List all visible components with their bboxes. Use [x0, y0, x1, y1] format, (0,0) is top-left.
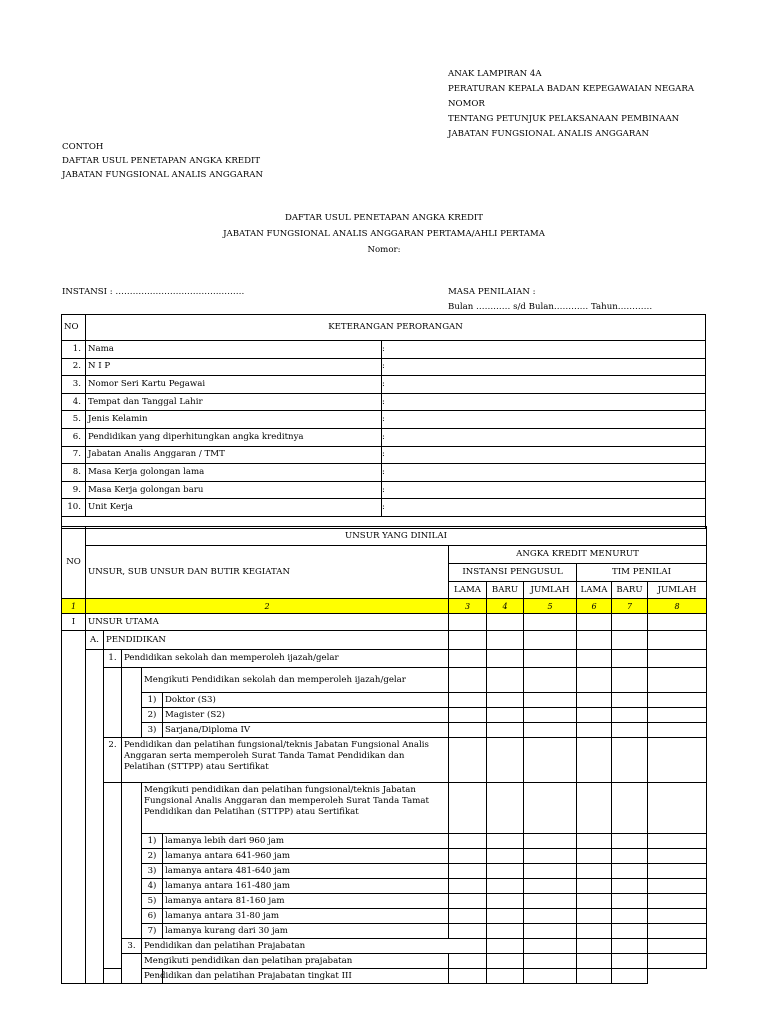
value-cell [524, 849, 577, 864]
sub-unsur-label: PENDIDIKAN [104, 631, 449, 650]
table-row [62, 668, 707, 693]
example-header [62, 140, 263, 182]
col-number: 8 [648, 599, 707, 614]
column-number-row [62, 599, 707, 614]
row-value: : [382, 393, 706, 411]
value-cell [487, 894, 524, 909]
item-number: 3. [122, 939, 142, 954]
value-cell [524, 924, 577, 939]
indent-cell [122, 954, 142, 984]
value-cell [449, 650, 487, 668]
value-cell [449, 783, 487, 834]
value-cell [648, 834, 707, 849]
value-cell [487, 924, 524, 939]
value-cell [524, 879, 577, 894]
table-row [62, 834, 707, 849]
value-cell [487, 864, 524, 879]
document-title [0, 210, 768, 258]
value-cell [612, 708, 648, 723]
item-label: Pendidikan sekolah dan memperoleh ijazah/gelar [122, 650, 449, 668]
value-cell [577, 849, 612, 864]
value-cell [487, 849, 524, 864]
value-cell [577, 708, 612, 723]
row-value: : [382, 376, 706, 394]
sub-item-label: lamanya lebih dari 960 jam [163, 834, 449, 849]
lama-header: LAMA [449, 582, 487, 599]
table-row [62, 924, 707, 939]
sub-item-number: 4) [142, 879, 163, 894]
value-cell [449, 879, 487, 894]
sub-item-label: lamanya antara 481-640 jam [163, 864, 449, 879]
value-cell [487, 650, 524, 668]
item-label: Pendidikan dan pelatihan Prajabatan [142, 939, 487, 954]
row-label: N I P [86, 358, 382, 376]
table-row [62, 376, 706, 394]
value-cell [612, 924, 648, 939]
roman-number: I [62, 614, 86, 631]
value-cell [612, 894, 648, 909]
sub-item-number: 2) [142, 708, 163, 723]
sub-item-label: lamanya kurang dari 30 jam [163, 924, 449, 939]
sub-item-label: lamanya antara 81-160 jam [163, 894, 449, 909]
value-cell [577, 939, 612, 954]
value-cell [577, 631, 612, 650]
col-number: 4 [487, 599, 524, 614]
value-cell [648, 864, 707, 879]
table-row [62, 738, 707, 783]
title-number: Nomor: [367, 245, 401, 255]
value-cell [524, 631, 577, 650]
value-cell [524, 650, 577, 668]
value-cell [612, 650, 648, 668]
col-number: 2 [86, 599, 449, 614]
value-cell [487, 693, 524, 708]
row-number: 5. [62, 411, 86, 429]
value-cell [524, 969, 577, 984]
row-label: Masa Kerja golongan baru [86, 481, 382, 499]
value-cell [612, 909, 648, 924]
value-cell [612, 864, 648, 879]
row-value: : [382, 481, 706, 499]
row-number: 7. [62, 446, 86, 464]
value-cell [648, 708, 707, 723]
table-row [62, 446, 706, 464]
sub-item-number: 2) [142, 849, 163, 864]
period-label: MASA PENILAIAN : [448, 287, 536, 297]
value-cell [487, 614, 524, 631]
value-cell [487, 909, 524, 924]
value-cell [524, 864, 577, 879]
row-number: 3. [62, 376, 86, 394]
col-number: 7 [612, 599, 648, 614]
table-row [62, 411, 706, 429]
row-label: Jabatan Analis Anggaran / TMT [86, 446, 382, 464]
table-row [62, 939, 707, 954]
row-number: 4. [62, 393, 86, 411]
sub-item-label: Pendidikan dan pelatihan Prajabatan tingkat III [142, 969, 163, 984]
assessment-period [448, 285, 652, 315]
indent-cell [122, 668, 142, 738]
row-value: : [382, 499, 706, 517]
value-cell [449, 969, 487, 984]
value-cell [524, 954, 577, 969]
sub-unsur-letter: A. [86, 631, 104, 650]
value-cell [577, 783, 612, 834]
value-cell [449, 864, 487, 879]
header-row [62, 546, 707, 564]
value-cell [449, 668, 487, 693]
row-number: 10. [62, 499, 86, 517]
value-cell [487, 738, 524, 783]
sub-item-label: Sarjana/Diploma IV [163, 723, 449, 738]
value-cell [612, 849, 648, 864]
regulation-line: PERATURAN KEPALA BADAN KEPEGAWAIAN NEGARA [448, 84, 695, 94]
value-cell [577, 834, 612, 849]
value-cell [487, 668, 524, 693]
unsur-utama-label: UNSUR UTAMA [86, 614, 449, 631]
table-row [62, 428, 706, 446]
value-cell [612, 954, 648, 969]
row-number: 1. [62, 341, 86, 359]
row-label: Unit Kerja [86, 499, 382, 517]
attachment-line: ANAK LAMPIRAN 4A [448, 69, 542, 79]
value-cell [449, 834, 487, 849]
jumlah-header: JUMLAH [648, 582, 707, 599]
assessment-table [61, 526, 707, 984]
sub-item-number: 3) [142, 723, 163, 738]
jumlah-header: JUMLAH [524, 582, 577, 599]
sub-item-number: 1) [142, 834, 163, 849]
value-cell [648, 939, 707, 954]
value-cell [524, 614, 577, 631]
table-row [62, 723, 707, 738]
value-cell [577, 909, 612, 924]
value-cell [612, 834, 648, 849]
value-cell [648, 909, 707, 924]
row-number: 2. [62, 358, 86, 376]
table-row [62, 481, 706, 499]
value-cell [577, 723, 612, 738]
position-line: JABATAN FUNGSIONAL ANALIS ANGGARAN [448, 129, 650, 139]
activity-label: Mengikuti pendidikan dan pelatihan fungsional/teknis Jabatan Fungsional Analis Anggaran dan memperoleh Surat Tanda Tamat Pendidikan dan Pelatihan (STTPP) atau Sertifikat [142, 783, 449, 834]
value-cell [487, 783, 524, 834]
value-cell [524, 783, 577, 834]
value-cell [648, 693, 707, 708]
value-cell [612, 738, 648, 783]
form-name-line: DAFTAR USUL PENETAPAN ANGKA KREDIT [62, 156, 261, 166]
value-cell [449, 631, 487, 650]
value-cell [577, 879, 612, 894]
row-number: 9. [62, 481, 86, 499]
no-cell [62, 631, 86, 984]
value-cell [524, 939, 577, 954]
value-cell [577, 894, 612, 909]
col-number: 3 [449, 599, 487, 614]
row-value: : [382, 446, 706, 464]
row-number: 8. [62, 464, 86, 482]
value-cell [487, 723, 524, 738]
value-cell [449, 614, 487, 631]
value-cell [449, 849, 487, 864]
about-line: TENTANG PETUNJUK PELAKSANAAN PEMBINAAN [448, 114, 680, 124]
value-cell [612, 783, 648, 834]
table-row [62, 393, 706, 411]
value-cell [449, 723, 487, 738]
value-cell [449, 693, 487, 708]
value-cell [648, 631, 707, 650]
sub-item-number: 3) [142, 864, 163, 879]
value-cell [487, 969, 524, 984]
sub-item-number: 1) [142, 693, 163, 708]
value-cell [449, 738, 487, 783]
value-cell [487, 631, 524, 650]
value-cell [648, 894, 707, 909]
indent-cell [104, 783, 122, 969]
title-line-2: JABATAN FUNGSIONAL ANALIS ANGGARAN PERTAMA/AHLI PERTAMA [223, 229, 545, 239]
table-row [62, 783, 707, 834]
unsur-title: UNSUR YANG DINILAI [86, 527, 707, 546]
value-cell [524, 723, 577, 738]
value-cell [524, 738, 577, 783]
tim-penilai-header: TIM PENILAI [577, 564, 707, 582]
row-value: : [382, 358, 706, 376]
value-cell [612, 693, 648, 708]
indent-cell [104, 668, 122, 738]
value-cell [612, 969, 648, 984]
table-row [62, 909, 707, 924]
value-cell [648, 738, 707, 783]
table-row [62, 708, 707, 723]
value-cell [612, 668, 648, 693]
value-cell [612, 614, 648, 631]
value-cell [524, 708, 577, 723]
no-header: NO [62, 315, 86, 341]
row-label: Masa Kerja golongan lama [86, 464, 382, 482]
row-value: : [382, 428, 706, 446]
sub-item-label: lamanya antara 641-960 jam [163, 849, 449, 864]
value-cell [449, 954, 487, 969]
table-row [62, 849, 707, 864]
col-number: 6 [577, 599, 612, 614]
row-value: : [382, 464, 706, 482]
sub-item-number: 5) [142, 894, 163, 909]
value-cell [648, 783, 707, 834]
value-cell [524, 693, 577, 708]
value-cell [524, 668, 577, 693]
no-header: NO [62, 527, 86, 599]
title-line-1: DAFTAR USUL PENETAPAN ANGKA KREDIT [284, 213, 484, 223]
value-cell [648, 668, 707, 693]
sub-item-label: lamanya antara 31-80 jam [163, 909, 449, 924]
value-cell [577, 969, 612, 984]
form-position-line: JABATAN FUNGSIONAL ANALIS ANGGARAN [62, 170, 264, 180]
row-label: Nama [86, 341, 382, 359]
col-number: 1 [62, 599, 86, 614]
table-row [62, 614, 707, 631]
item-number: 2. [104, 738, 122, 783]
value-cell [524, 909, 577, 924]
value-cell [577, 864, 612, 879]
value-cell [487, 834, 524, 849]
table-row [62, 499, 706, 517]
value-cell [449, 909, 487, 924]
sub-item-label: Magister (S2) [163, 708, 449, 723]
item-number: 1. [104, 650, 122, 668]
table-row [62, 894, 707, 909]
value-cell [612, 879, 648, 894]
sub-item-number: 7) [142, 924, 163, 939]
row-label: Jenis Kelamin [86, 411, 382, 429]
table-row [62, 358, 706, 376]
row-label: Nomor Seri Kartu Pegawai [86, 376, 382, 394]
value-cell [648, 849, 707, 864]
period-range: Bulan ………… s/d Bulan………… Tahun………… [448, 302, 653, 312]
table-row [62, 464, 706, 482]
value-cell [487, 879, 524, 894]
sub-item-label: Doktor (S3) [163, 693, 449, 708]
value-cell [612, 631, 648, 650]
instansi-field: INSTANSI : ……………………………………… [62, 287, 245, 297]
value-cell [648, 879, 707, 894]
value-cell [449, 894, 487, 909]
indent-cell [86, 650, 104, 984]
header-row [62, 527, 707, 546]
col-number: 5 [524, 599, 577, 614]
sub-item-number: 6) [142, 909, 163, 924]
table-row [62, 879, 707, 894]
value-cell [449, 924, 487, 939]
personal-info-table [61, 314, 706, 529]
value-cell [577, 738, 612, 783]
personal-title: KETERANGAN PERORANGAN [86, 315, 706, 341]
value-cell [487, 939, 524, 954]
baru-header: BARU [487, 582, 524, 599]
value-cell [648, 954, 707, 969]
table-row [62, 650, 707, 668]
lama-header: LAMA [577, 582, 612, 599]
number-line: NOMOR [448, 99, 485, 109]
baru-header: BARU [612, 582, 648, 599]
unsur-sub-header: UNSUR, SUB UNSUR DAN BUTIR KEGIATAN [86, 546, 449, 599]
indent-cell [122, 783, 142, 939]
value-cell [577, 954, 612, 969]
value-cell [524, 894, 577, 909]
value-cell [612, 723, 648, 738]
value-cell [487, 708, 524, 723]
row-value: : [382, 411, 706, 429]
value-cell [648, 924, 707, 939]
table-row [62, 954, 707, 969]
table-row [62, 969, 707, 984]
sub-item-label: lamanya antara 161-480 jam [163, 879, 449, 894]
value-cell [577, 614, 612, 631]
table-row [62, 693, 707, 708]
table-row [62, 631, 707, 650]
value-cell [449, 708, 487, 723]
item-label: Pendidikan dan pelatihan fungsional/teknis Jabatan Fungsional Analis Anggaran serta memperoleh Surat Tanda Tamat Pendidikan dan Pelatihan (STTPP) atau Sertifikat [122, 738, 449, 783]
value-cell [648, 650, 707, 668]
value-cell [487, 954, 524, 969]
value-cell [524, 834, 577, 849]
instansi-pengusul-header: INSTANSI PENGUSUL [449, 564, 577, 582]
value-cell [648, 723, 707, 738]
activity-label: Mengikuti Pendidikan sekolah dan memperoleh ijazah/gelar [142, 668, 449, 693]
activity-label: Mengikuti pendidikan dan pelatihan prajabatan [142, 954, 449, 969]
row-value: : [382, 341, 706, 359]
value-cell [577, 668, 612, 693]
value-cell [648, 614, 707, 631]
indent-cell [104, 969, 122, 984]
value-cell [577, 924, 612, 939]
attachment-header [448, 67, 694, 142]
personal-header-row [62, 315, 706, 341]
ak-title: ANGKA KREDIT MENURUT [449, 546, 707, 564]
value-cell [612, 939, 648, 954]
value-cell [577, 650, 612, 668]
example-label: CONTOH [62, 142, 104, 152]
value-cell [577, 693, 612, 708]
table-row [62, 341, 706, 359]
table-row [62, 864, 707, 879]
row-number: 6. [62, 428, 86, 446]
row-label: Pendidikan yang diperhitungkan angka kreditnya [86, 428, 382, 446]
row-label: Tempat dan Tanggal Lahir [86, 393, 382, 411]
